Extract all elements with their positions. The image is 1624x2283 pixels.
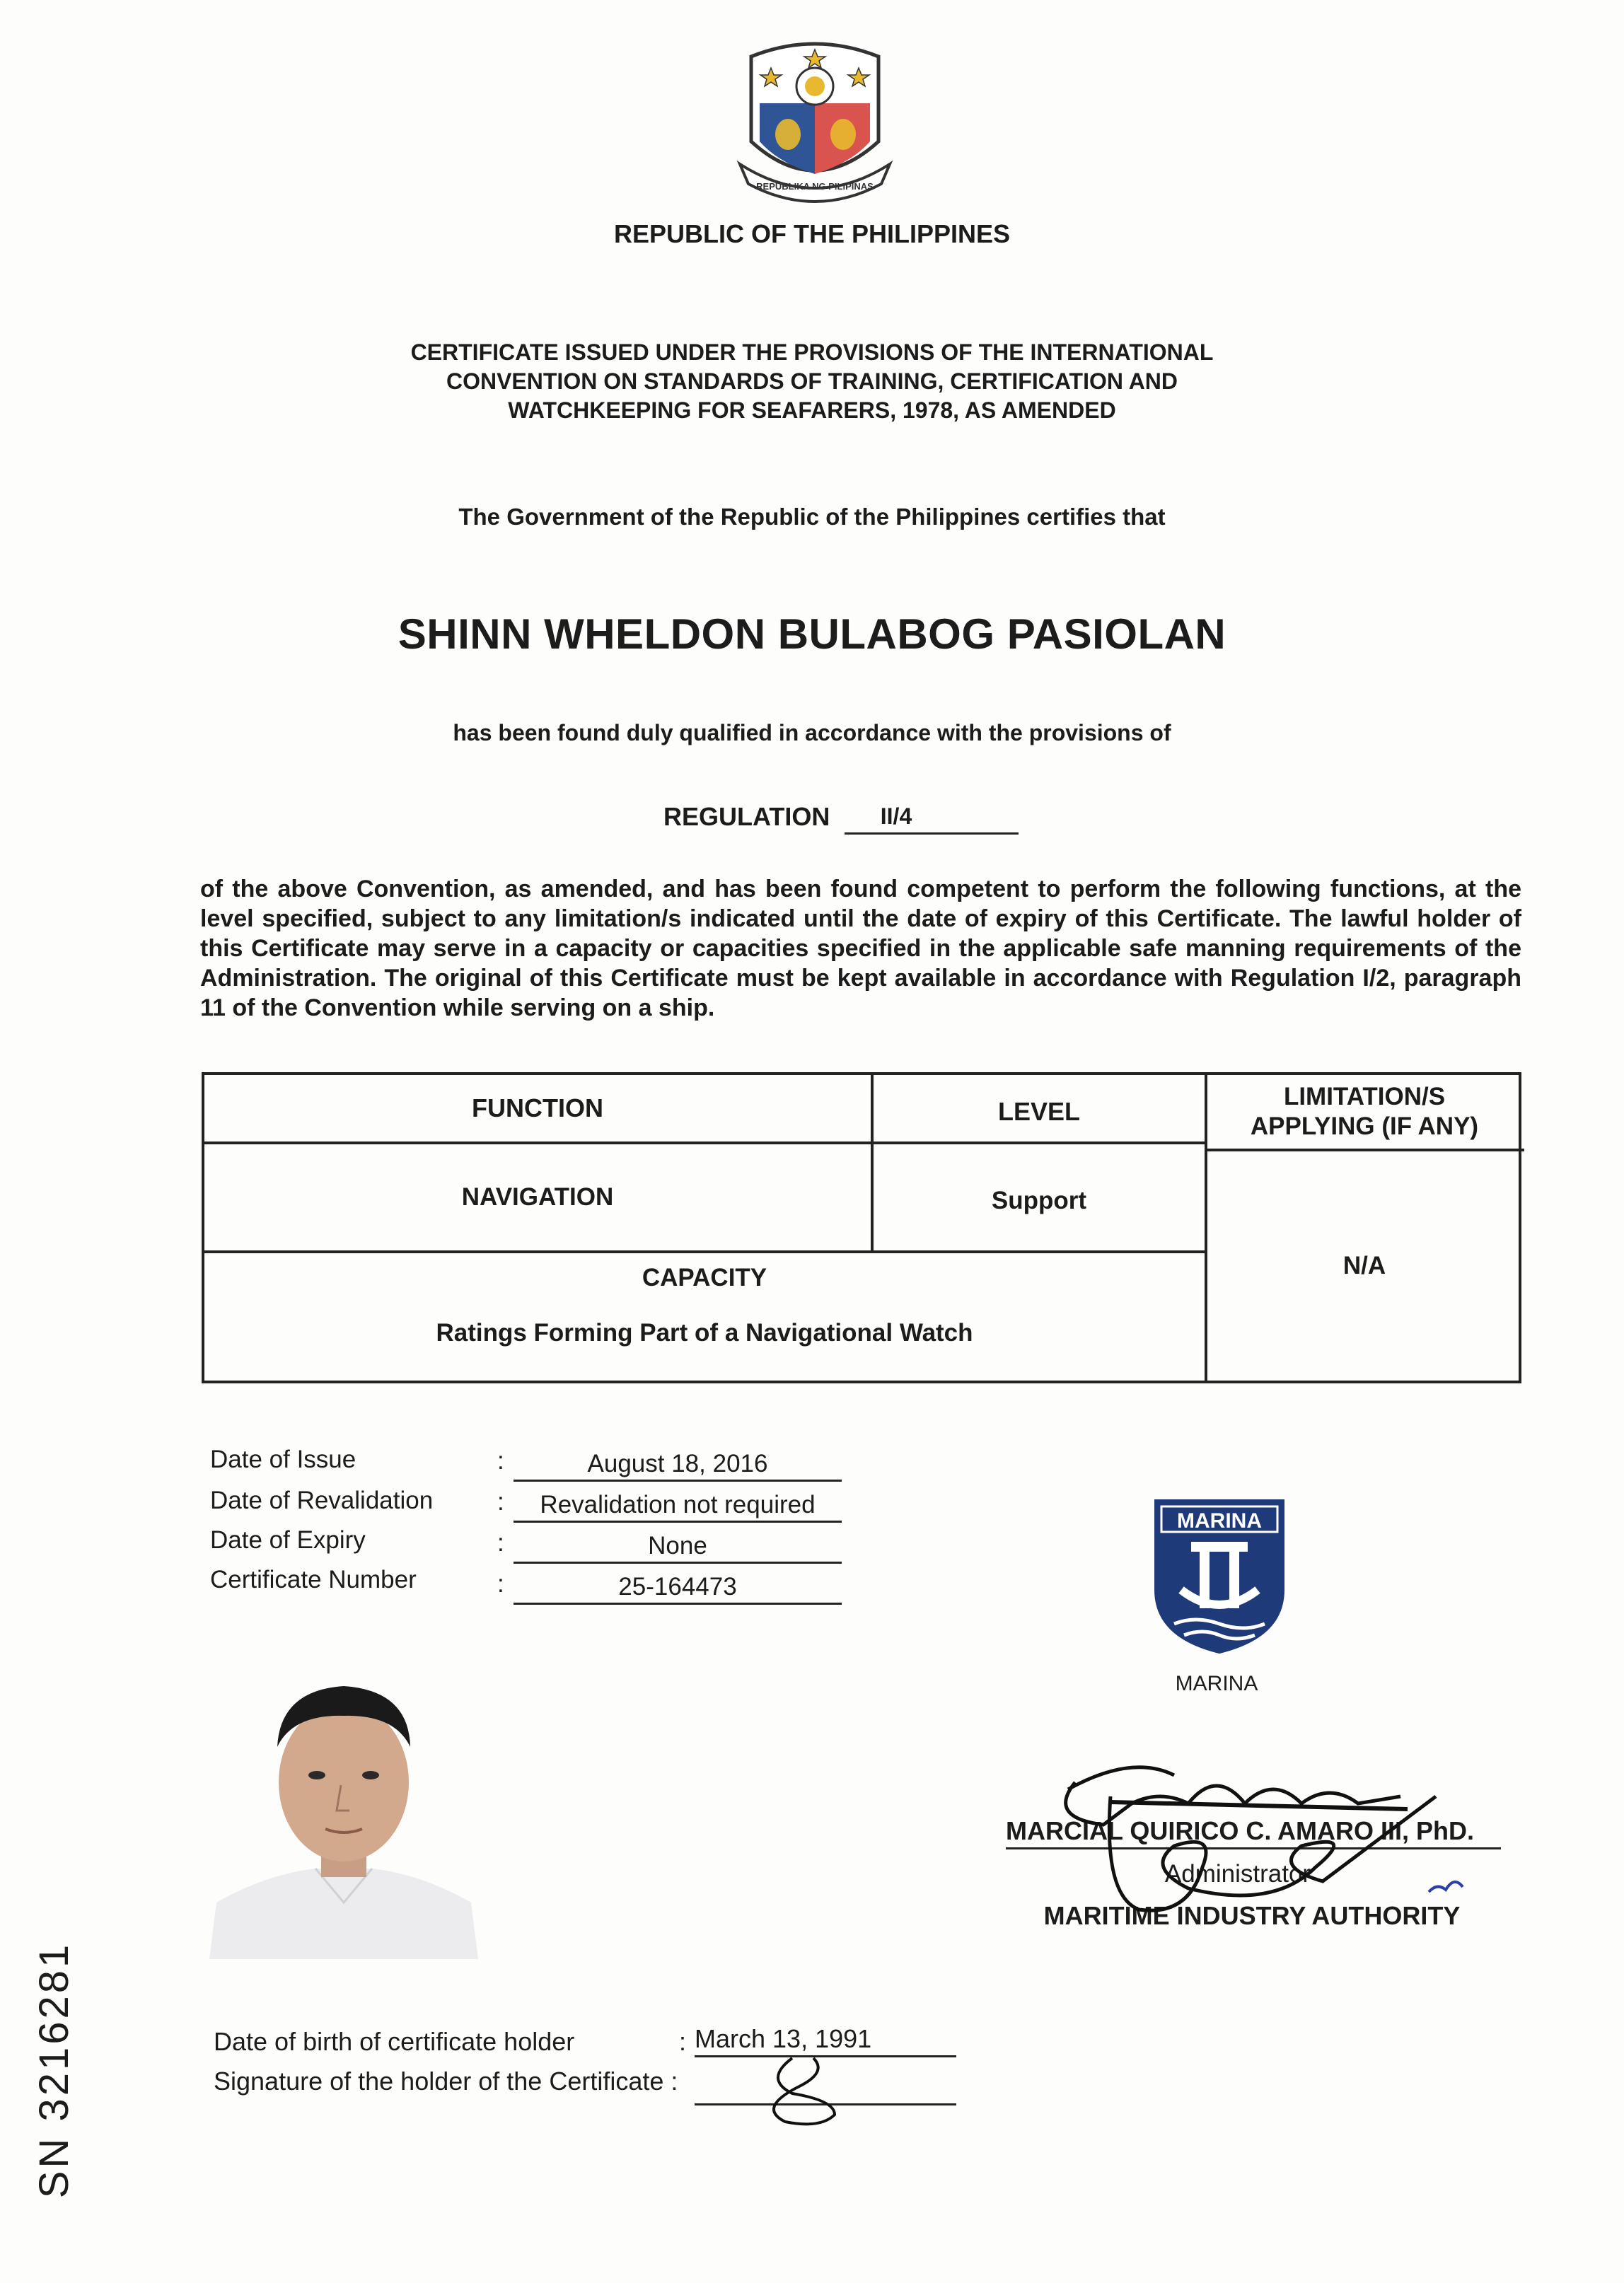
qualified-statement: has been found duly qualified in accordance with the provisions of [453, 720, 1171, 745]
row-function: NAVIGATION [461, 1183, 614, 1211]
date-of-issue-label: Date of Issue [210, 1446, 356, 1473]
marina-caption: MARINA [1175, 1672, 1258, 1695]
regulation-label: REGULATION [663, 802, 830, 831]
date-of-revalidation-label: Date of Revalidation [210, 1487, 434, 1514]
row-limitations: N/A [1342, 1252, 1386, 1279]
seal-ribbon-text: REPUBLIKA NG PILIPINAS [756, 181, 874, 192]
competence-paragraph: of the above Convention, as amended, and has been found competent to perform the following functions, at the level specified, subject to any limitation/s indicated until the date of expiry of this Certificate. The lawful holder of this Certificate may serve in a capacity or capacities specified in the applicable safe manning requirements of the Administration. The original of this Certificate must be kept available in accordance with Regulation I/2, paragraph 11 of the Convention while serving on a ship. [200, 876, 1521, 1021]
administrator-signature [1004, 1726, 1514, 1938]
regulation-value: II/4 [880, 803, 912, 829]
date-of-expiry-label: Date of Expiry [210, 1526, 366, 1554]
dob-label: Date of birth of certificate holder [214, 2027, 575, 2056]
signatory-name: MARCIAL QUIRICO C. AMARO III, PhD. [1006, 1816, 1501, 1849]
header-limitations-line: LIMITATION/S [1283, 1083, 1446, 1110]
colon: : [497, 1488, 504, 1516]
header-limitations-line: APPLYING (IF ANY) [1250, 1113, 1479, 1140]
colon: : [497, 1570, 504, 1598]
holder-signature-label: Signature of the holder of the Certificate : [214, 2067, 678, 2096]
convention-line: WATCHKEEPING FOR SEAFARERS, 1978, AS AMENDED [508, 397, 1116, 423]
functions-table [202, 1072, 1521, 1383]
colon: : [497, 1529, 504, 1557]
dob-value: March 13, 1991 [695, 2024, 956, 2057]
convention-title [0, 338, 1624, 425]
certifies-statement: The Government of the Republic of the Philippines certifies that [458, 504, 1166, 530]
philippine-seal-emblem [736, 35, 894, 205]
header-level: LEVEL [997, 1097, 1080, 1126]
capacity-value: Ratings Forming Part of a Navigational Watch [436, 1319, 973, 1347]
serial-number: SN 3216281 [31, 1941, 77, 2199]
signatory-title: Administrator [1164, 1860, 1311, 1888]
regulation-value-field [845, 803, 1019, 835]
holder-name: SHINN WHELDON BULABOG PASIOLAN [398, 610, 1226, 658]
holder-signature [750, 2051, 856, 2129]
date-of-issue-value: August 18, 2016 [514, 1450, 842, 1482]
certificate-number-value: 25-164473 [514, 1573, 842, 1605]
country-heading: REPUBLIC OF THE PHILIPPINES [613, 219, 1011, 248]
row-level: Support [991, 1187, 1087, 1214]
signatory-authority: MARITIME INDUSTRY AUTHORITY [1043, 1901, 1461, 1930]
header-function: FUNCTION [472, 1093, 603, 1122]
colon: : [679, 2027, 687, 2056]
certificate-number-label: Certificate Number [210, 1566, 417, 1593]
capacity-label: CAPACITY [642, 1264, 767, 1291]
colon: : [497, 1447, 504, 1475]
convention-line: CONVENTION ON STANDARDS OF TRAINING, CERTIFICATION AND [446, 368, 1178, 394]
date-of-expiry-value: None [514, 1532, 842, 1564]
marina-logo-emblem [1153, 1498, 1286, 1655]
date-of-revalidation-value: Revalidation not required [514, 1491, 842, 1523]
header-limitations [1207, 1075, 1521, 1149]
convention-line: CERTIFICATE ISSUED UNDER THE PROVISIONS OF THE INTERNATIONAL [410, 339, 1214, 365]
marina-logo-text: MARINA [1177, 1509, 1262, 1533]
holder-photo [209, 1669, 478, 1959]
